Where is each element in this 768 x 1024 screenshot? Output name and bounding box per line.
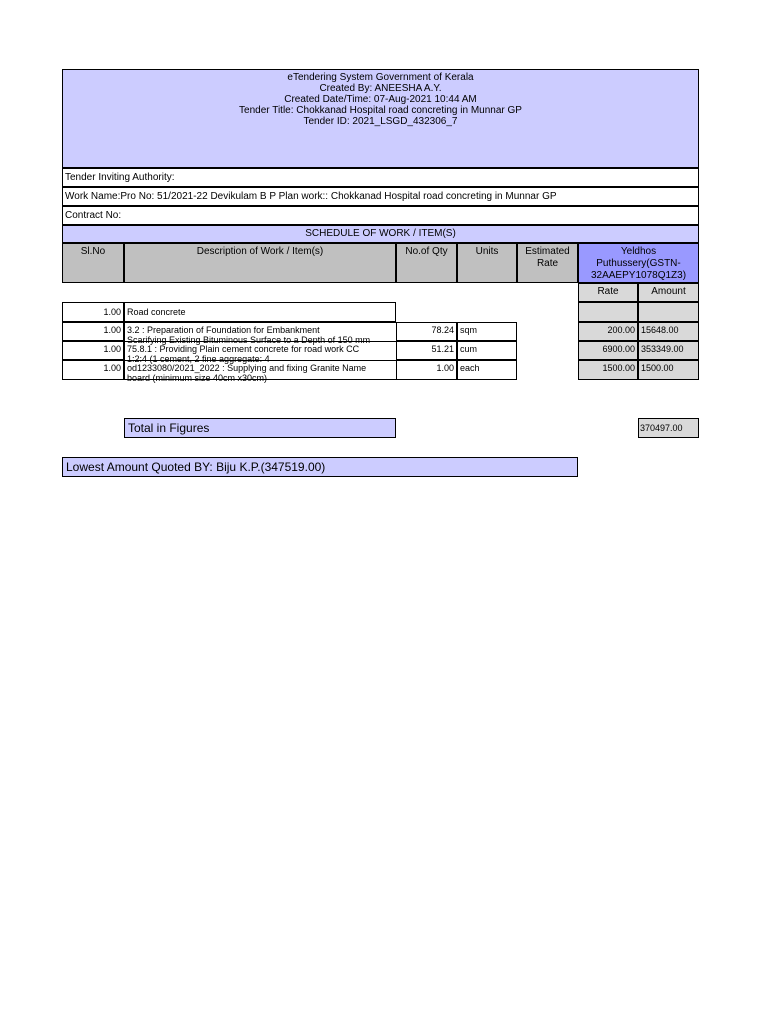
work-name: Work Name:Pro No: 51/2021-22 Devikulam B P Plan work:: Chokkanad Hospital road concreting in Munnar GP: [62, 187, 699, 206]
tender-header: [62, 69, 699, 168]
item-2-sl: 1.00: [62, 341, 124, 360]
item-1-desc-line2: Scarifying Existing Bituminous Surface to a Depth of 150 mm: [127, 335, 371, 345]
item-3-description: [124, 360, 396, 383]
item-2-description: [124, 341, 396, 364]
total-value: 370497.00: [638, 418, 699, 438]
col-description: Description of Work / Item(s): [124, 243, 396, 283]
col-qty: No.of Qty: [396, 243, 457, 283]
item-1-amount: 15648.00: [638, 322, 699, 341]
item-1-sl: 1.00: [62, 322, 124, 341]
col-bidder: Yeldhos Puthussery(GSTN-32AAEPY1078Q1Z3): [578, 243, 699, 283]
item-2-desc-line2: 1:2:4 (1 cement, 2 fine aggregate: 4: [127, 354, 270, 364]
contract-no: Contract No:: [62, 206, 699, 225]
item-3-amount: 1500.00: [638, 360, 699, 380]
item-3-desc-line2: board (minimum size 40cm x30cm): [127, 373, 268, 383]
tender-id: Tender ID: 2021_LSGD_432306_7: [303, 116, 458, 127]
section-title: Road concrete: [124, 302, 396, 322]
section-rate-cell: [578, 302, 638, 322]
lowest-amount: Lowest Amount Quoted BY: Biju K.P.(347519.00): [62, 457, 578, 477]
item-2-rate: 6900.00: [578, 341, 638, 360]
system-title: eTendering System Government of Kerala: [287, 72, 474, 83]
tender-title: Tender Title: Chokkanad Hospital road concreting in Munnar GP: [239, 105, 522, 116]
item-2-qty: 51.21: [396, 341, 457, 360]
inviting-authority: Tender Inviting Authority:: [62, 168, 699, 187]
item-1-unit: sqm: [457, 322, 517, 341]
section-sl: 1.00: [62, 302, 124, 322]
item-2-desc-line1: 75.8.1 : Providing Plain cement concrete for road work CC: [127, 344, 360, 354]
item-2-unit: cum: [457, 341, 517, 360]
schedule-title: SCHEDULE OF WORK / ITEM(S): [62, 225, 699, 243]
col-rate: Rate: [578, 283, 638, 302]
total-label: Total in Figures: [124, 418, 396, 438]
created-by: Created By: ANEESHA A.Y.: [319, 83, 442, 94]
item-2-amount: 353349.00: [638, 341, 699, 360]
item-3-desc-line1: od1233080/2021_2022 : Supplying and fixing Granite Name: [127, 363, 367, 373]
item-1-qty: 78.24: [396, 322, 457, 341]
item-3-sl: 1.00: [62, 360, 124, 380]
item-3-rate: 1500.00: [578, 360, 638, 380]
col-units: Units: [457, 243, 517, 283]
col-amount: Amount: [638, 283, 699, 302]
item-1-rate: 200.00: [578, 322, 638, 341]
item-1-desc-line1: 3.2 : Preparation of Foundation for Embankment: [127, 325, 320, 335]
col-estimated-rate: Estimated Rate: [517, 243, 578, 283]
item-3-unit: each: [457, 360, 517, 380]
col-sl-no: Sl.No: [62, 243, 124, 283]
item-3-qty: 1.00: [396, 360, 457, 380]
item-1-description: [124, 322, 396, 345]
created-date: Created Date/Time: 07-Aug-2021 10:44 AM: [284, 94, 477, 105]
section-amount-cell: [638, 302, 699, 322]
